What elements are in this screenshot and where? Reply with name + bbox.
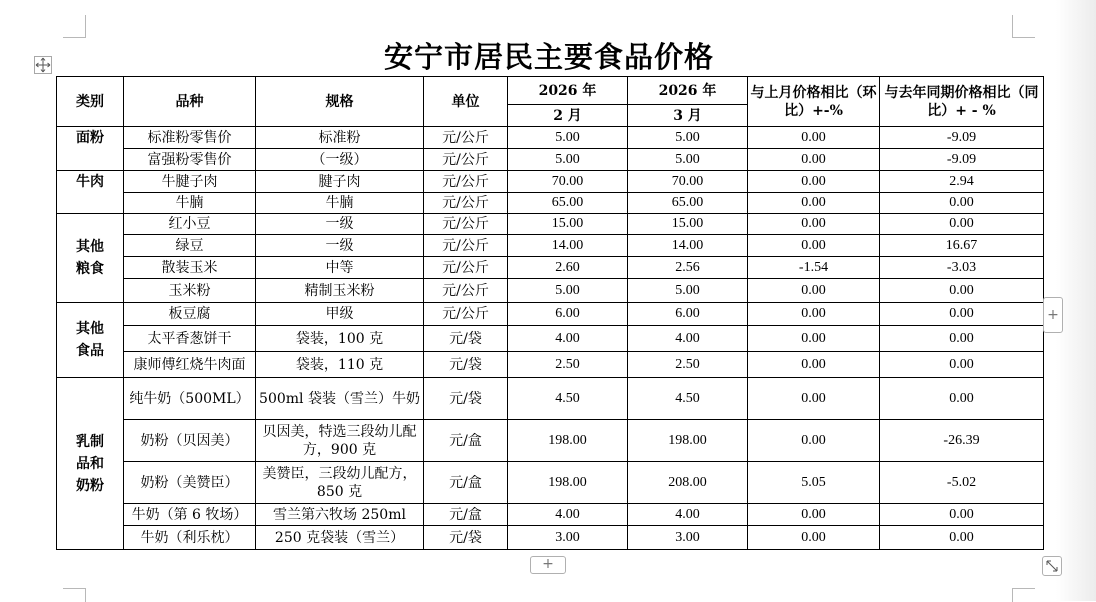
unit-cell: 元/公斤	[424, 149, 508, 171]
unit-cell: 元/公斤	[424, 235, 508, 257]
spec-cell: 腱子肉	[256, 171, 424, 193]
mom-change-cell: 0.00	[748, 420, 880, 462]
table-row	[57, 235, 1044, 257]
unit-cell: 元/袋	[424, 526, 508, 550]
header-spec: 规格	[256, 77, 424, 127]
feb-price-cell: 4.00	[508, 504, 628, 526]
feb-price-cell: 198.00	[508, 420, 628, 462]
table-row	[57, 420, 1044, 462]
table-row	[57, 149, 1044, 171]
feb-price-cell: 3.00	[508, 526, 628, 550]
unit-cell: 元/公斤	[424, 214, 508, 235]
feb-price-cell: 2.50	[508, 352, 628, 378]
mar-price-cell: 14.00	[628, 235, 748, 257]
spec-cell: 甲级	[256, 303, 424, 326]
category-cell: 其他粮食	[57, 214, 124, 303]
category-cell: 乳制品和奶粉	[57, 378, 124, 550]
feb-price-cell: 5.00	[508, 149, 628, 171]
yoy-change-cell: 16.67	[880, 235, 1044, 257]
mom-change-cell: 0.00	[748, 303, 880, 326]
yoy-change-cell: -9.09	[880, 149, 1044, 171]
yoy-change-cell: -3.03	[880, 257, 1044, 279]
unit-cell: 元/公斤	[424, 127, 508, 149]
feb-price-cell: 6.00	[508, 303, 628, 326]
page-corner-mark	[1012, 15, 1035, 38]
table-row	[57, 303, 1044, 326]
header-unit: 单位	[424, 77, 508, 127]
yoy-change-cell: 0.00	[880, 526, 1044, 550]
feb-price-cell: 65.00	[508, 193, 628, 214]
table-resize-icon[interactable]	[1042, 556, 1062, 576]
variety-cell: 纯牛奶（500ML）	[124, 378, 256, 420]
mar-price-cell: 3.00	[628, 526, 748, 550]
add-column-button[interactable]: +	[1043, 297, 1063, 333]
variety-cell: 康师傅红烧牛肉面	[124, 352, 256, 378]
page-corner-mark	[1012, 588, 1035, 602]
price-table	[56, 76, 1044, 550]
header-variety: 品种	[124, 77, 256, 127]
spec-cell: 标准粉	[256, 127, 424, 149]
spec-cell: 中等	[256, 257, 424, 279]
header-mar-month: 3 月	[628, 105, 748, 127]
mar-price-cell: 4.00	[628, 504, 748, 526]
category-cell: 面粉	[57, 127, 124, 171]
spec-cell: （一级）	[256, 149, 424, 171]
unit-cell: 元/盒	[424, 504, 508, 526]
table-row	[57, 326, 1044, 352]
unit-cell: 元/公斤	[424, 171, 508, 193]
unit-cell: 元/袋	[424, 352, 508, 378]
variety-cell: 散装玉米	[124, 257, 256, 279]
spec-cell: 一级	[256, 235, 424, 257]
spec-cell: 雪兰第六牧场 250ml	[256, 504, 424, 526]
header-mom: 与上月价格相比（环比）+-%	[748, 77, 880, 127]
spec-cell: 一级	[256, 214, 424, 235]
variety-cell: 板豆腐	[124, 303, 256, 326]
table-row	[57, 526, 1044, 550]
header-mar-year: 2026 年	[628, 77, 748, 105]
table-row	[57, 279, 1044, 303]
variety-cell: 红小豆	[124, 214, 256, 235]
table-row	[57, 462, 1044, 504]
document-title: 安宁市居民主要食品价格	[383, 40, 714, 74]
yoy-change-cell: 2.94	[880, 171, 1044, 193]
header-row	[57, 77, 1044, 105]
variety-cell: 太平香葱饼干	[124, 326, 256, 352]
spec-cell: 精制玉米粉	[256, 279, 424, 303]
spec-cell: 500ml 袋装（雪兰）牛奶	[256, 378, 424, 420]
mar-price-cell: 5.00	[628, 149, 748, 171]
table-row	[57, 214, 1044, 235]
feb-price-cell: 14.00	[508, 235, 628, 257]
yoy-change-cell: -9.09	[880, 127, 1044, 149]
unit-cell: 元/袋	[424, 378, 508, 420]
variety-cell: 牛腱子肉	[124, 171, 256, 193]
unit-cell: 元/盒	[424, 462, 508, 504]
unit-cell: 元/盒	[424, 420, 508, 462]
yoy-change-cell: 0.00	[880, 504, 1044, 526]
mom-change-cell: 0.00	[748, 352, 880, 378]
mom-change-cell: 0.00	[748, 504, 880, 526]
page-corner-mark	[63, 588, 86, 602]
yoy-change-cell: 0.00	[880, 378, 1044, 420]
spec-cell: 贝因美，特选三段幼儿配方，900 克	[256, 420, 424, 462]
unit-cell: 元/公斤	[424, 193, 508, 214]
variety-cell: 绿豆	[124, 235, 256, 257]
spec-cell: 美赞臣，三段幼儿配方，850 克	[256, 462, 424, 504]
feb-price-cell: 5.00	[508, 279, 628, 303]
category-cell: 牛肉	[57, 171, 124, 214]
mom-change-cell: 0.00	[748, 526, 880, 550]
table-row	[57, 171, 1044, 193]
yoy-change-cell: 0.00	[880, 214, 1044, 235]
spec-cell: 250 克袋装（雪兰）	[256, 526, 424, 550]
feb-price-cell: 2.60	[508, 257, 628, 279]
mom-change-cell: 0.00	[748, 149, 880, 171]
yoy-change-cell: -26.39	[880, 420, 1044, 462]
mom-change-cell: 0.00	[748, 378, 880, 420]
header-category: 类别	[57, 77, 124, 127]
table-row	[57, 378, 1044, 420]
mom-change-cell: 0.00	[748, 214, 880, 235]
mar-price-cell: 70.00	[628, 171, 748, 193]
mar-price-cell: 15.00	[628, 214, 748, 235]
mom-change-cell: 0.00	[748, 235, 880, 257]
page-corner-mark	[63, 15, 86, 38]
category-cell: 其他食品	[57, 303, 124, 378]
variety-cell: 奶粉（贝因美）	[124, 420, 256, 462]
mar-price-cell: 65.00	[628, 193, 748, 214]
unit-cell: 元/公斤	[424, 257, 508, 279]
mar-price-cell: 6.00	[628, 303, 748, 326]
yoy-change-cell: -5.02	[880, 462, 1044, 504]
mom-change-cell: -1.54	[748, 257, 880, 279]
mar-price-cell: 2.56	[628, 257, 748, 279]
mar-price-cell: 5.00	[628, 127, 748, 149]
spec-cell: 袋装，100 克	[256, 326, 424, 352]
header-feb-month: 2 月	[508, 105, 628, 127]
yoy-change-cell: 0.00	[880, 279, 1044, 303]
table-row	[57, 127, 1044, 149]
unit-cell: 元/公斤	[424, 303, 508, 326]
header-feb-year: 2026 年	[508, 77, 628, 105]
variety-cell: 玉米粉	[124, 279, 256, 303]
table-move-icon[interactable]	[34, 56, 52, 74]
yoy-change-cell: 0.00	[880, 352, 1044, 378]
unit-cell: 元/公斤	[424, 279, 508, 303]
mar-price-cell: 2.50	[628, 352, 748, 378]
feb-price-cell: 198.00	[508, 462, 628, 504]
yoy-change-cell: 0.00	[880, 303, 1044, 326]
feb-price-cell: 4.50	[508, 378, 628, 420]
variety-cell: 富强粉零售价	[124, 149, 256, 171]
spec-cell: 袋装，110 克	[256, 352, 424, 378]
add-row-button[interactable]: +	[530, 556, 566, 574]
yoy-change-cell: 0.00	[880, 193, 1044, 214]
yoy-change-cell: 0.00	[880, 326, 1044, 352]
variety-cell: 牛奶（利乐枕）	[124, 526, 256, 550]
mom-change-cell: 0.00	[748, 193, 880, 214]
mom-change-cell: 0.00	[748, 171, 880, 193]
mar-price-cell: 4.00	[628, 326, 748, 352]
variety-cell: 奶粉（美赞臣）	[124, 462, 256, 504]
mar-price-cell: 4.50	[628, 378, 748, 420]
mar-price-cell: 198.00	[628, 420, 748, 462]
mom-change-cell: 0.00	[748, 127, 880, 149]
spec-cell: 牛腩	[256, 193, 424, 214]
feb-price-cell: 4.00	[508, 326, 628, 352]
variety-cell: 牛腩	[124, 193, 256, 214]
table-row	[57, 352, 1044, 378]
unit-cell: 元/袋	[424, 326, 508, 352]
mar-price-cell: 208.00	[628, 462, 748, 504]
table-row	[57, 193, 1044, 214]
mom-change-cell: 0.00	[748, 279, 880, 303]
variety-cell: 牛奶（第 6 牧场）	[124, 504, 256, 526]
table-row	[57, 504, 1044, 526]
variety-cell: 标准粉零售价	[124, 127, 256, 149]
feb-price-cell: 15.00	[508, 214, 628, 235]
feb-price-cell: 5.00	[508, 127, 628, 149]
header-yoy: 与去年同期价格相比（同比）+ - %	[880, 77, 1044, 127]
mar-price-cell: 5.00	[628, 279, 748, 303]
table-row	[57, 257, 1044, 279]
feb-price-cell: 70.00	[508, 171, 628, 193]
mom-change-cell: 0.00	[748, 326, 880, 352]
mom-change-cell: 5.05	[748, 462, 880, 504]
